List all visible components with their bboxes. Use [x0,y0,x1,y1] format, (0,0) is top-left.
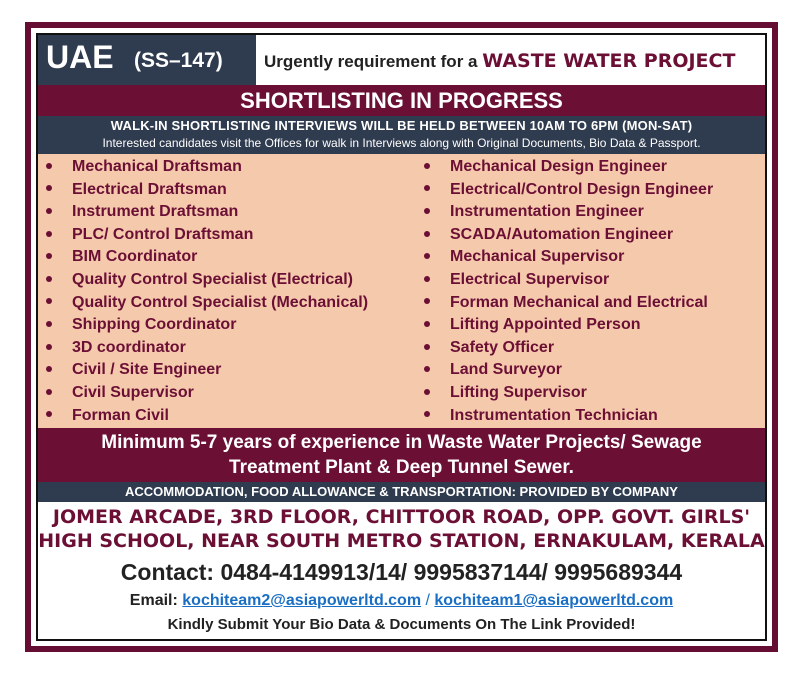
position-label: Instrumentation Engineer [450,203,644,221]
poster-inner-frame [36,33,767,641]
bullet-icon [424,344,430,350]
bullet-icon [46,208,52,214]
office-address [38,502,765,554]
bullet-icon [46,163,52,169]
email-link-kochiteam2[interactable]: kochiteam2@asiapowerltd.com [182,592,422,609]
bullet-icon [424,231,430,237]
list-item [44,359,368,382]
shortlisting-banner: SHORTLISTING IN PROGRESS [38,85,765,116]
list-item [422,292,713,315]
bullet-icon [46,185,52,191]
email-line [38,589,765,613]
position-label: SCADA/Automation Engineer [450,225,674,243]
benefits-bar: ACCOMMODATION, FOOD ALLOWANCE & TRANSPORTATION: PROVIDED BY COMPANY [38,482,765,502]
experience-requirement [38,428,765,482]
job-code: (SS–147) [134,49,223,72]
address-line-1: JOMER ARCADE, 3RD FLOOR, CHITTOOR ROAD, OPP. GOVT. GIRLS' [52,506,751,528]
position-label: Quality Control Specialist (Electrical) [72,270,353,288]
list-item [44,156,368,179]
position-label: Mechanical Design Engineer [450,158,667,175]
position-label: Quality Control Specialist (Mechanical) [72,293,369,311]
list-item [44,269,368,292]
list-item [44,337,368,360]
experience-line-2: Treatment Plant & Deep Tunnel Sewer. [229,457,574,478]
requirement-text [264,50,735,72]
bullet-icon [46,389,52,395]
list-item [422,224,713,247]
list-item [422,359,713,382]
walkin-schedule: WALK-IN SHORTLISTING INTERVIEWS WILL BE HELD BETWEEN 10AM TO 6PM (MON-SAT) [110,118,693,133]
position-label: Mechanical Draftsman [72,158,242,175]
position-label: Civil Supervisor [72,383,194,401]
email-link-kochiteam1[interactable]: kochiteam1@asiapowerltd.com [434,592,674,609]
positions-column-right [422,156,713,427]
bullet-icon [46,276,52,282]
position-label: Electrical Draftsman [72,180,227,198]
header-requirement-block [256,35,765,85]
bullet-icon [46,411,52,417]
position-label: Instrumentation Technician [450,406,658,424]
position-label: Land Surveyor [450,361,563,379]
positions-column-left [44,156,368,427]
poster-outer-frame [25,22,778,652]
list-item [422,405,713,428]
list-item [422,382,713,405]
list-item [422,246,713,269]
address-line-2: HIGH SCHOOL, NEAR SOUTH METRO STATION, ERNAKULAM, KERALA [38,530,765,552]
walkin-instructions: Interested candidates visit the Offices for walk in Interviews along with Original Documents, Bio Data & Passport. [102,136,701,150]
position-label: Safety Officer [450,338,555,356]
position-label: Forman Mechanical and Electrical [450,293,708,311]
position-label: Mechanical Supervisor [450,248,625,266]
project-name: WASTE WATER PROJECT [482,50,736,72]
list-item [44,246,368,269]
position-label: Lifting Supervisor [450,383,587,401]
list-item [44,405,368,428]
position-label: Shipping Coordinator [72,316,237,334]
position-label: Forman Civil [72,406,169,424]
experience-line-1: Minimum 5-7 years of experience in Waste Water Projects/ Sewage [101,432,702,453]
bullet-icon [424,163,430,169]
bullet-icon [46,366,52,372]
list-item [44,179,368,202]
contact-numbers: Contact: 0484-4149913/14/ 9995837144/ 9995689344 [120,559,683,585]
bullet-icon [424,185,430,191]
list-item [44,292,368,315]
list-item [422,201,713,224]
header [38,35,765,85]
position-label: Civil / Site Engineer [72,361,222,379]
bullet-icon [424,253,430,259]
position-label: Instrument Draftsman [72,203,239,221]
country-label: UAE [46,39,114,75]
list-item [422,314,713,337]
position-label: Lifting Appointed Person [450,316,641,334]
email-separator: / [421,592,435,609]
bullet-icon [46,231,52,237]
header-location-block [38,35,256,85]
submission-note: Kindly Submit Your Bio Data & Documents On The Link Provided! [167,616,636,633]
list-item [422,337,713,360]
list-item [422,156,713,179]
bullet-icon [424,276,430,282]
bullet-icon [424,208,430,214]
list-item [422,269,713,292]
bullet-icon [424,389,430,395]
position-label: Electrical Supervisor [450,270,610,288]
position-label: BIM Coordinator [72,248,198,266]
bullet-icon [424,411,430,417]
list-item [44,201,368,224]
position-label: Electrical/Control Design Engineer [450,180,714,198]
bullet-icon [46,321,52,327]
list-item [422,179,713,202]
email-label: Email: [129,592,183,609]
walkin-info [38,116,765,154]
positions-list [38,154,765,428]
requirement-prefix: Urgently requirement for a [264,52,483,71]
bullet-icon [424,321,430,327]
bullet-icon [46,344,52,350]
list-item [44,314,368,337]
list-item [44,382,368,405]
bullet-icon [46,253,52,259]
bullet-icon [46,298,52,304]
bullet-icon [424,298,430,304]
position-label: 3D coordinator [72,338,186,356]
bullet-icon [424,366,430,372]
list-item [44,224,368,247]
position-label: PLC/ Control Draftsman [72,225,254,243]
